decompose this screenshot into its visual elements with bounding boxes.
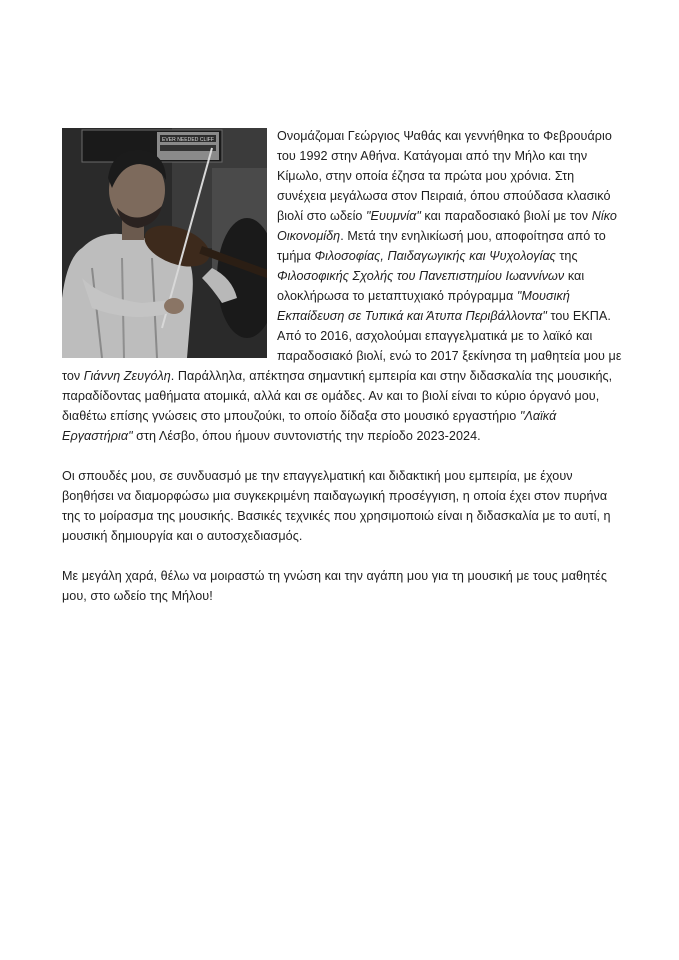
text-run: . Παράλληλα, απέκτησα σημαντική εμπειρία και στην διδασκαλία της μουσικής, παραδίδοντας μαθήματα ατομικά, αλλά και σε ομάδες. Αν και το βιολί είναι το κύριο όργανό μου, διαθέτω επίσης γνώσεις στο μπουζούκι, το οποίο δίδαξα στο μουσικό εργαστήριο: [62, 369, 613, 423]
italic-text-run: "Λαϊκά Εργαστήρια": [62, 409, 557, 443]
text-run: Οι σπουδές μου, σε συνδυασμό με την επαγγελματική και διδακτική μου εμπειρία, με έχουν βοηθήσει να διαμορφώσω μια συγκεκριμένη παιδαγωγική προσέγγιση, η οποία έχει στον πυρήνα της το μοίρασμα της μουσικής. Βασικές τεχνικές που χρησιμοποιώ είναι η διδασκαλία με το αυτί, η μουσική δημιουργία και ο αυτοσχεδιασμός.: [62, 469, 611, 543]
text-run: Με μεγάλη χαρά, θέλω να μοιραστώ τη γνώση και την αγάπη μου για τη μουσική με τους μαθητές μου, στο ωδείο της Μήλου!: [62, 569, 607, 603]
text-run: και ολοκλήρωσα το μεταπτυχιακό πρόγραμμα: [277, 269, 585, 303]
text-run: Ονομάζομαι Γεώργιος Ψαθάς και γεννήθηκα το Φεβρουάριο του 1992 στην Αθήνα. Κατάγομαι από την Μήλο και την Κίμωλο, στην οποία έζησα τα πρώτα μου χρόνια. Στη συνέχεια μεγάλωσα στον Πειραιά, όπου σπούδασα κλασικό βιολί στο ωδείο: [277, 129, 612, 223]
text-run: της: [555, 249, 578, 263]
text-run: του ΕΚΠΑ. Από το 2016, ασχολούμαι επαγγελματικά με το λαϊκό και παραδοσιακό βιολί, ενώ το 2017 ξεκίνησα τη μαθητεία μου με τον: [62, 309, 622, 383]
text-run: στη Λέσβο, όπου ήμουν συντονιστής την περίοδο 2023-2024.: [132, 429, 481, 443]
italic-text-run: Νίκο Οικονομίδη: [277, 209, 617, 243]
bio-paragraph-2: [62, 466, 622, 546]
text-run: . Μετά την ενηλικίωσή μου, αποφοίτησα από το τμήμα: [277, 229, 606, 263]
italic-text-run: Φιλοσοφίας, Παιδαγωγικής και Ψυχολογίας: [314, 249, 556, 263]
violinist-photo: [62, 128, 267, 358]
italic-text-run: Γιάννη Ζευγόλη: [83, 369, 171, 383]
poster-text: EVER NEEDED CLIFF: [162, 137, 214, 143]
bio-content: [62, 126, 622, 626]
italic-text-run: "Ευυμνία": [366, 209, 421, 223]
italic-text-run: "Μουσική Εκπαίδευση σε Τυπικά και Άτυπα Περιβάλλοντα": [277, 289, 570, 323]
italic-text-run: Φιλοσοφικής Σχολής του Πανεπιστημίου Ιωαννίνων: [277, 269, 565, 283]
violinist-photo-illustration: [62, 128, 267, 358]
bio-paragraph-3: [62, 566, 622, 606]
text-run: και παραδοσιακό βιολί με τον: [420, 209, 592, 223]
